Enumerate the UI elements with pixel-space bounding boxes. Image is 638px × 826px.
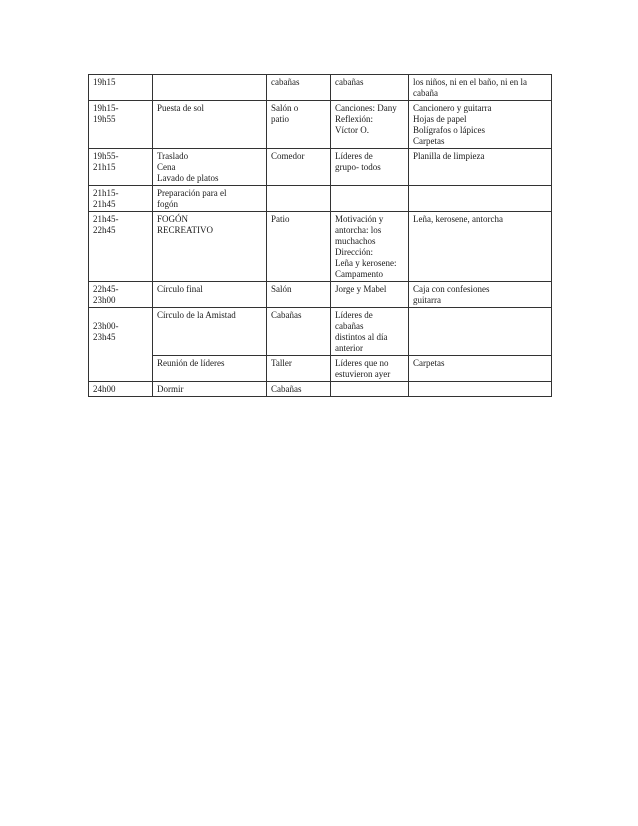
materials-cell: Carpetas [409, 356, 552, 382]
place-cell: Salón [267, 282, 331, 308]
table-row [89, 212, 552, 282]
activity-cell: Círculo final [153, 282, 267, 308]
activity-cell: Traslado Cena Lavado de platos [153, 149, 267, 186]
place-cell: cabañas [267, 75, 331, 101]
time-cell: 19h15- 19h55 [89, 101, 153, 149]
table-row [89, 382, 552, 397]
materials-cell: Cancionero y guitarra Hojas de papel Bolígrafos o lápices Carpetas [409, 101, 552, 149]
time-cell: 21h45- 22h45 [89, 212, 153, 282]
table-row [89, 356, 552, 382]
time-cell: 19h15 [89, 75, 153, 101]
place-cell: Taller [267, 356, 331, 382]
responsible-cell: Líderes de cabañas distintos al día anterior [331, 308, 409, 356]
activity-cell: Círculo de la Amistad [153, 308, 267, 356]
table-row [89, 282, 552, 308]
materials-cell: los niños, ni en el baño, ni en la cabaña [409, 75, 552, 101]
activity-cell [153, 75, 267, 101]
responsible-cell: Canciones: Dany Reflexión: Víctor O. [331, 101, 409, 149]
table-row [89, 149, 552, 186]
activity-cell: Preparación para el fogón [153, 186, 267, 212]
materials-cell [409, 186, 552, 212]
table-row [89, 75, 552, 101]
responsible-cell [331, 186, 409, 212]
place-cell: Comedor [267, 149, 331, 186]
table-row [89, 101, 552, 149]
materials-cell: Planilla de limpieza [409, 149, 552, 186]
time-cell: 24h00 [89, 382, 153, 397]
responsible-cell: Motivación y antorcha: los muchachos Dirección: Leña y kerosene: Campamento [331, 212, 409, 282]
place-cell [267, 186, 331, 212]
materials-cell: Leña, kerosene, antorcha [409, 212, 552, 282]
schedule-table [88, 74, 552, 397]
responsible-cell: Jorge y Mabel [331, 282, 409, 308]
responsible-cell: cabañas [331, 75, 409, 101]
place-cell: Patio [267, 212, 331, 282]
responsible-cell: Líderes que no estuvieron ayer [331, 356, 409, 382]
place-cell: Cabañas [267, 382, 331, 397]
responsible-cell: Líderes de grupo- todos [331, 149, 409, 186]
time-cell: 22h45- 23h00 [89, 282, 153, 308]
materials-cell [409, 382, 552, 397]
time-cell: 21h15- 21h45 [89, 186, 153, 212]
time-cell: 19h55- 21h15 [89, 149, 153, 186]
place-cell: Cabañas [267, 308, 331, 356]
responsible-cell [331, 382, 409, 397]
table-row [89, 308, 552, 356]
materials-cell: Caja con confesiones guitarra [409, 282, 552, 308]
activity-cell: Puesta de sol [153, 101, 267, 149]
activity-cell: Dormir [153, 382, 267, 397]
table-row [89, 186, 552, 212]
activity-cell: Reunión de líderes [153, 356, 267, 382]
materials-cell [409, 308, 552, 356]
activity-cell: FOGÓN RECREATIVO [153, 212, 267, 282]
time-cell: 23h00- 23h45 [89, 308, 153, 382]
place-cell: Salón o patio [267, 101, 331, 149]
